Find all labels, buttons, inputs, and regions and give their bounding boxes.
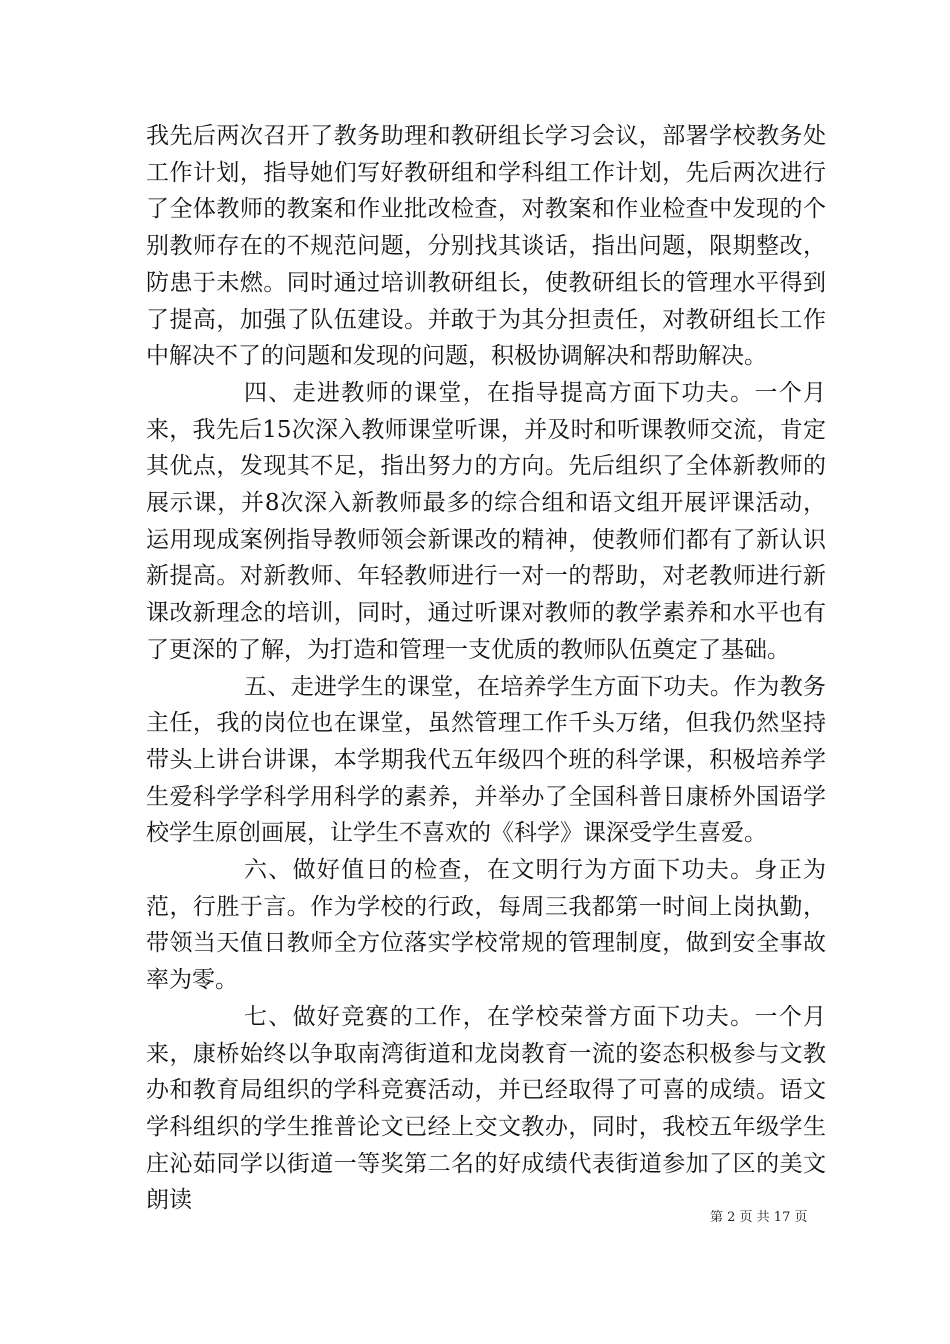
paragraph-section-five: 五、走进学生的课堂，在培养学生方面下功夫。作为教务主任，我的岗位也在课堂，虽然管理工作千头万绪，但我仍然坚持带头上讲台讲课，本学期我代五年级四个班的科学课，积极培养学生爱科学学科学用科学的素养，并举办了全国科普日康桥外国语学校学生原创画展，让学生不喜欢的《科学》课深受学生喜爱。 [146,673,826,847]
paragraph-section-seven: 七、做好竞赛的工作，在学校荣誉方面下功夫。一个月来，康桥始终以争取南湾街道和龙岗教育一流的姿态积极参与文教办和教育局组织的学科竞赛活动，并已经取得了可喜的成绩。语文学科组织的学生推普论文已经上交文教办，同时，我校五年级学生庄沁茹同学以街道一等奖第二名的好成绩代表街道参加了区的美文朗读 [146,1003,826,1214]
paragraph-continuation: 我先后两次召开了教务助理和教研组长学习会议，部署学校教务处工作计划，指导她们写好教研组和学科组工作计划，先后两次进行了全体教师的教案和作业批改检查，对教案和作业检查中发现的个别教师存在的不规范问题，分别找其谈话，指出问题，限期整改，防患于未燃。同时通过培训教研组长，使教研组长的管理水平得到了提高，加强了队伍建设。并敢于为其分担责任，对教研组长工作中解决不了的问题和发现的问题，积极协调解决和帮助解决。 [146,123,826,370]
paragraph-section-four: 四、走进教师的课堂，在指导提高方面下功夫。一个月来，我先后15次深入教师课堂听课，并及时和听课教师交流，肯定其优点，发现其不足，指出努力的方向。先后组织了全体新教师的展示课，并8次深入新教师最多的综合组和语文组开展评课活动，运用现成案例指导教师领会新课改的精神，使教师们都有了新认识新提高。对新教师、年轻教师进行一对一的帮助，对老教师进行新课改新理念的培训，同时，通过听课对教师的教学素养和水平也有了更深的了解，为打造和管理一支优质的教师队伍奠定了基础。 [146,379,826,663]
paragraph-section-six: 六、做好值日的检查，在文明行为方面下功夫。身正为范，行胜于言。作为学校的行政，每周三我都第一时间上岗执勤，带领当天值日教师全方位落实学校常规的管理制度，做到安全事故率为零。 [146,857,826,994]
page-number: 第 2 页 共 17 页 [710,1210,808,1225]
document-body [146,118,826,1219]
